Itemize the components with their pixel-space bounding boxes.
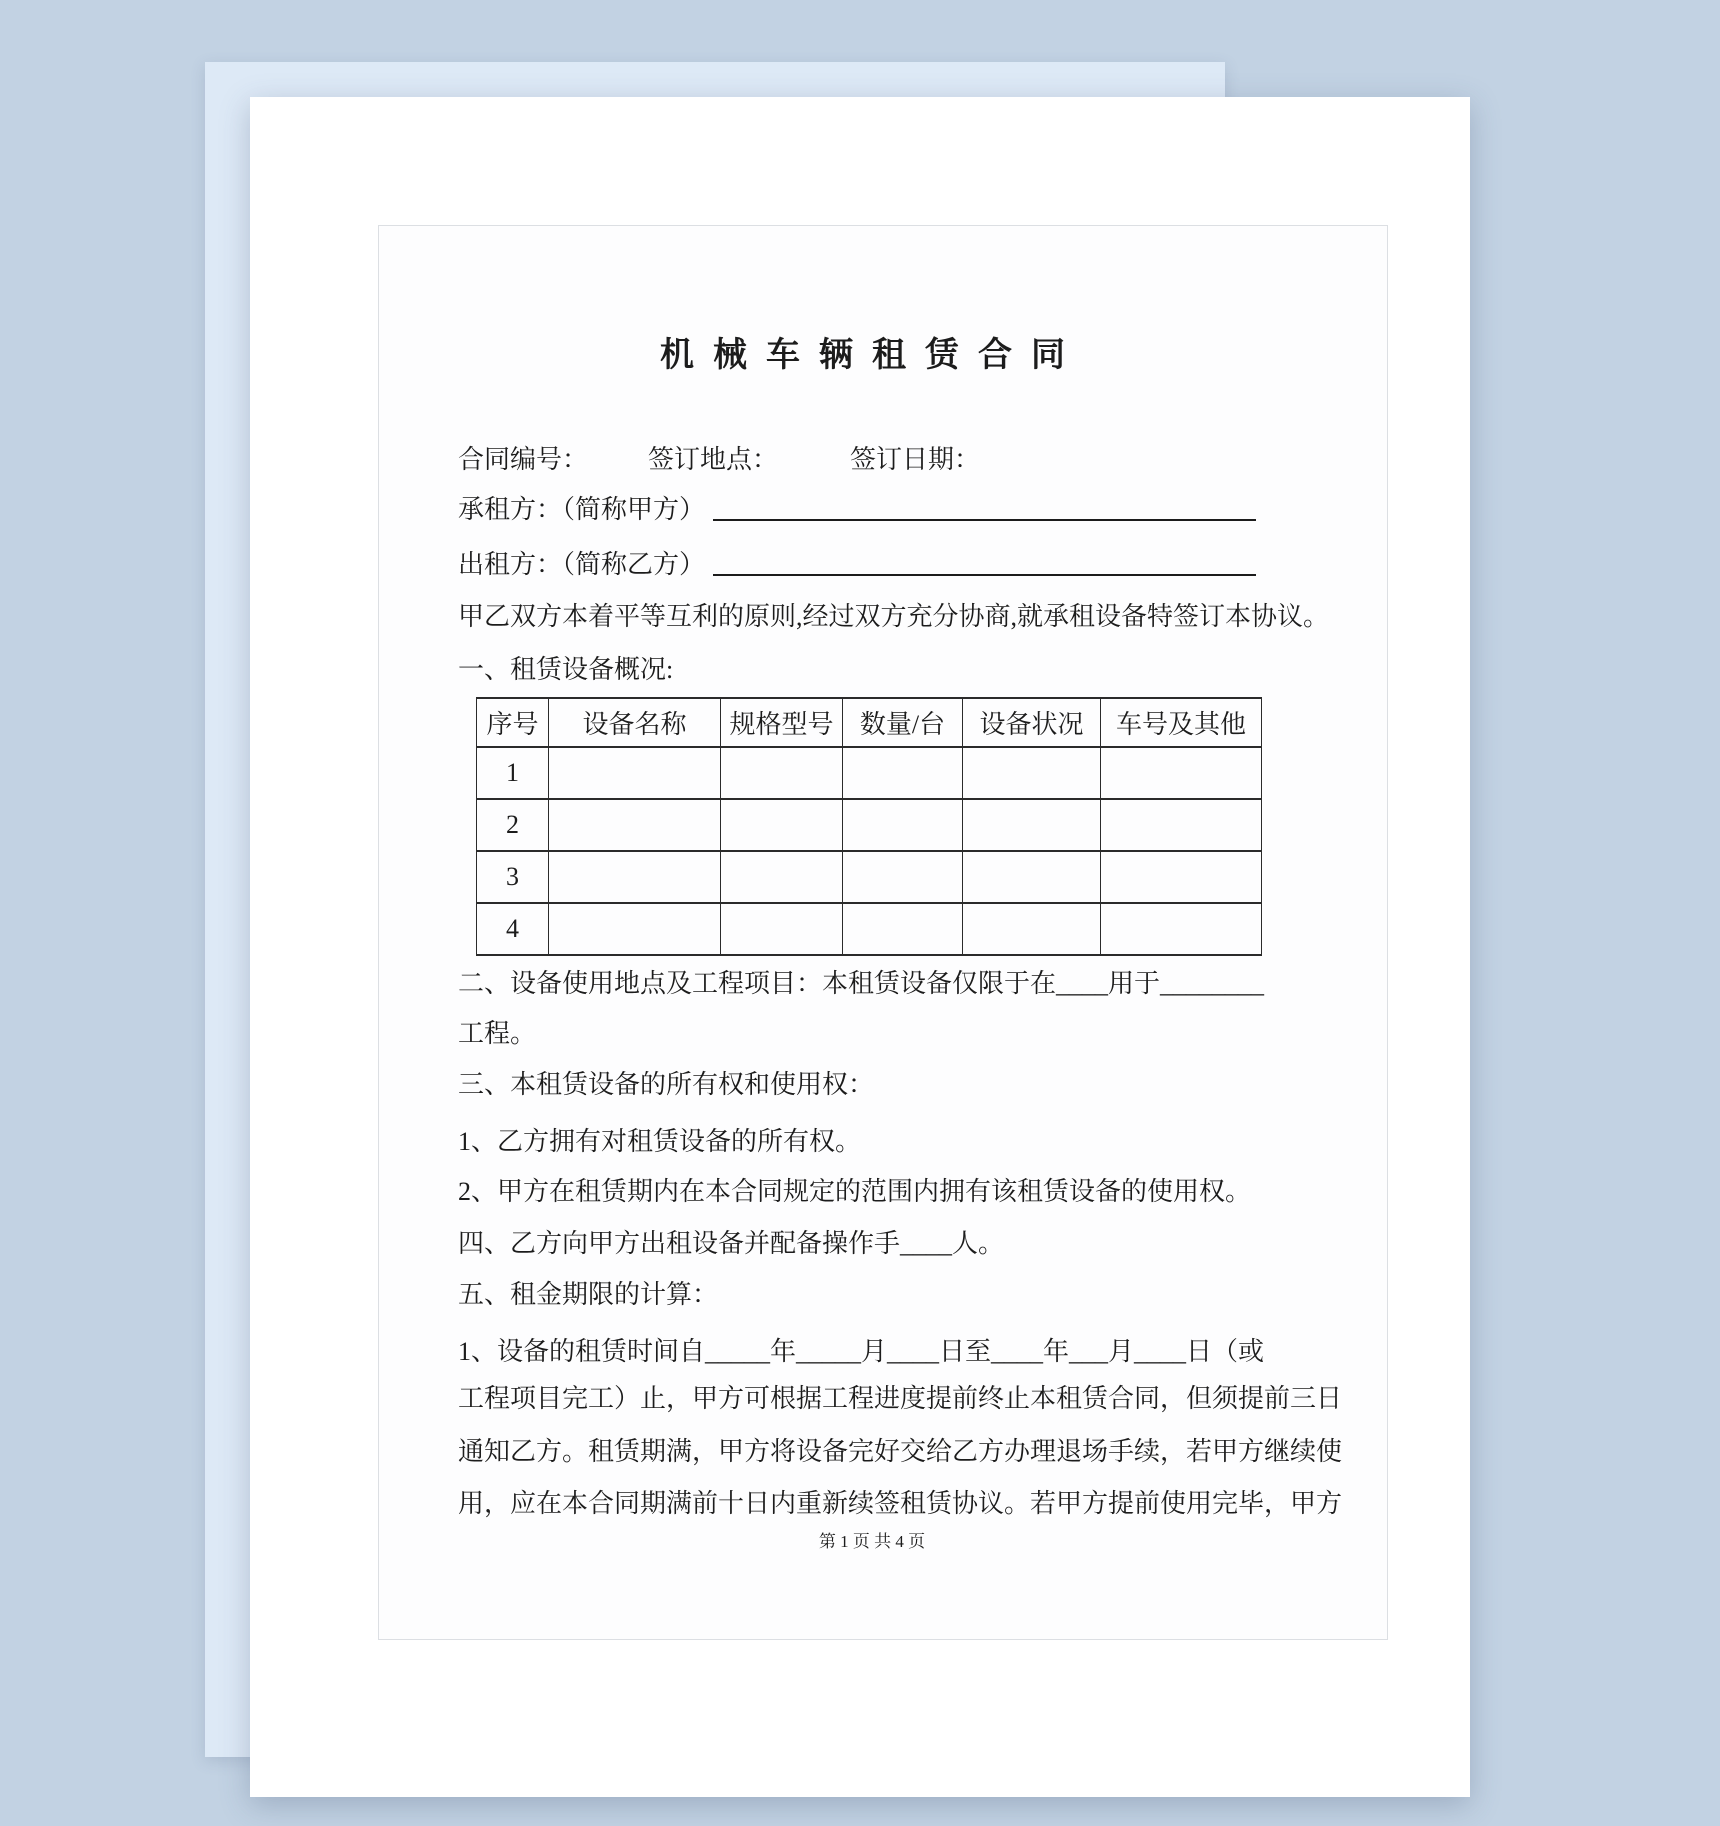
- section1-heading: 一、租赁设备概况:: [458, 655, 674, 684]
- table-cell: [843, 903, 963, 955]
- table-cell: [843, 851, 963, 903]
- section3-clause1: 1、乙方拥有对租赁设备的所有权。: [458, 1127, 862, 1156]
- table-cell: [963, 747, 1101, 799]
- document-preview-area: [378, 225, 1388, 1640]
- table-cell: [1101, 903, 1262, 955]
- section3-heading: 三、本租赁设备的所有权和使用权：: [458, 1070, 875, 1099]
- table-header-cell: 序号: [477, 698, 549, 747]
- section4-line: 四、乙方向甲方出租设备并配备操作手____人。: [458, 1229, 1005, 1258]
- table-cell: [549, 799, 721, 851]
- table-cell: [549, 851, 721, 903]
- section5-clause-line-1: 1、设备的租赁时间自_____年_____月____日至____年___月____日（或: [458, 1337, 1265, 1366]
- lessee-fill-line: [713, 492, 1256, 521]
- table-header-cell: 数量/台: [843, 698, 963, 747]
- table-cell: [963, 851, 1101, 903]
- lessee-label: 承租方：（简称甲方）: [458, 495, 706, 524]
- lessee-line: [458, 492, 1286, 528]
- section5-heading: 五、租金期限的计算：: [458, 1280, 719, 1309]
- table-cell: [721, 799, 843, 851]
- contract-meta-row: [458, 442, 1308, 478]
- table-cell: [963, 799, 1101, 851]
- table-cell: [549, 747, 721, 799]
- equipment-table-body: [477, 747, 1262, 955]
- table-cell: [843, 799, 963, 851]
- document-page: [250, 97, 1470, 1797]
- table-cell: [843, 747, 963, 799]
- preamble-text: 甲乙双方本着平等互利的原则,经过双方充分协商,就承租设备特签订本协议。: [458, 602, 1330, 631]
- table-cell: [963, 903, 1101, 955]
- section5-clause-line-3: 通知乙方。租赁期满，甲方将设备完好交给乙方办理退场手续，若甲方继续使: [458, 1437, 1343, 1466]
- page-number-footer: 第 1 页 共 4 页: [818, 1532, 926, 1551]
- table-header-cell: 设备名称: [549, 698, 721, 747]
- section2-line2: 工程。: [458, 1019, 537, 1048]
- document-title: 机械车辆租赁合同: [660, 337, 1084, 374]
- table-cell: [549, 903, 721, 955]
- table-cell: [1101, 799, 1262, 851]
- table-cell: 3: [477, 851, 549, 903]
- lessor-line: [458, 547, 1286, 583]
- table-row: [477, 747, 1262, 799]
- table-cell: 4: [477, 903, 549, 955]
- contract-no-label: 合同编号：: [458, 445, 589, 474]
- section3-clause2: 2、甲方在租赁期内在本合同规定的范围内拥有该租赁设备的使用权。: [458, 1177, 1252, 1206]
- table-cell: [1101, 851, 1262, 903]
- table-header-cell: 车号及其他: [1101, 698, 1262, 747]
- table-cell: [721, 903, 843, 955]
- section5-clause-line-2: 工程项目完工）止，甲方可根据工程进度提前终止本租赁合同，但须提前三日: [458, 1384, 1343, 1413]
- sign-place-label: 签订地点：: [648, 445, 779, 474]
- table-cell: 2: [477, 799, 549, 851]
- table-header-row: [477, 698, 1262, 747]
- table-header-cell: 设备状况: [963, 698, 1101, 747]
- table-cell: 1: [477, 747, 549, 799]
- table-header-cell: 规格型号: [721, 698, 843, 747]
- section2-line1: 二、设备使用地点及工程项目：本租赁设备仅限于在____用于________: [458, 969, 1265, 998]
- section5-clause-line-4: 用，应在本合同期满前十日内重新续签租赁协议。若甲方提前使用完毕，甲方: [458, 1489, 1343, 1518]
- table-cell: [721, 851, 843, 903]
- sign-date-label: 签订日期：: [850, 445, 981, 474]
- equipment-table-head: [477, 698, 1262, 747]
- table-cell: [1101, 747, 1262, 799]
- document-content: [379, 226, 1343, 1554]
- table-row: [477, 799, 1262, 851]
- table-row: [477, 851, 1262, 903]
- equipment-table: [476, 697, 1262, 956]
- equipment-table-wrap: [476, 697, 1308, 956]
- table-row: [477, 903, 1262, 955]
- lessor-fill-line: [713, 547, 1256, 576]
- table-cell: [721, 747, 843, 799]
- lessor-label: 出租方：（简称乙方）: [458, 550, 706, 579]
